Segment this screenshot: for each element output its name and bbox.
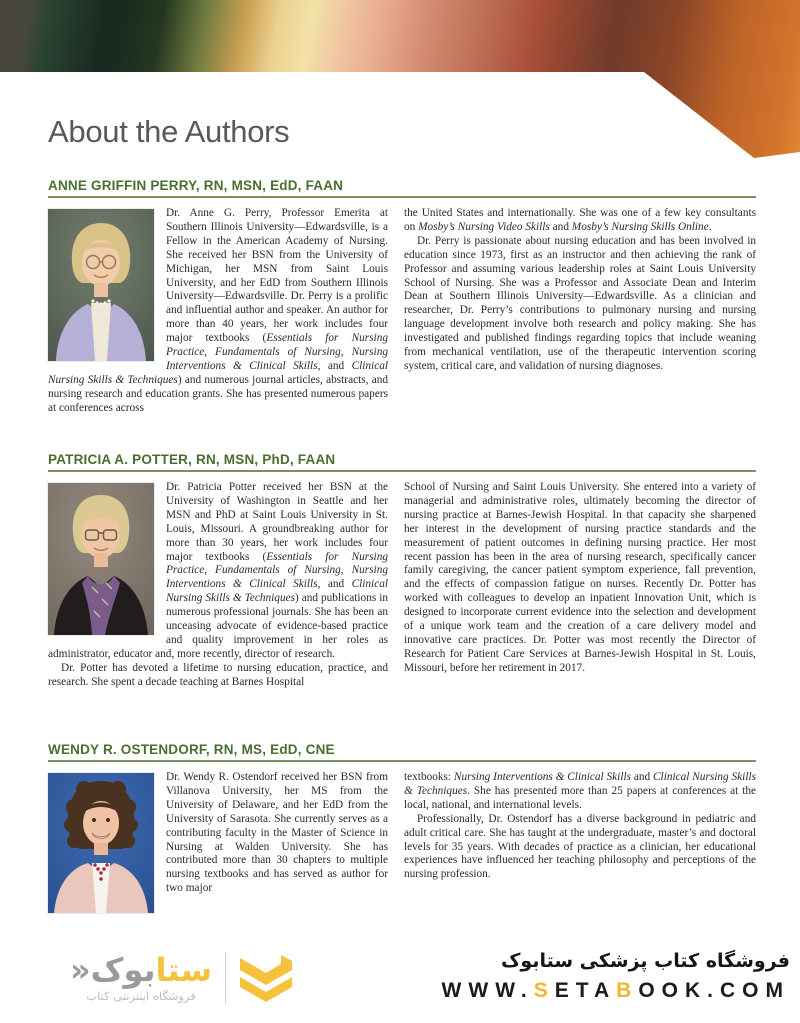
author-section-ostendorf <box>48 742 756 916</box>
bio-text: Dr. Potter has devoted a lifetime to nursing education, practice, and research. She spent a decade teaching at Barnes Hospital <box>48 661 388 688</box>
bio-text: Dr. Wendy R. Ostendorf received her BSN from Villanova University, her MS from the University of Delaware, and her EdD from the University of Sarasota. She currently serves as a contributing faculty in the Master of Science in Nursing at Walden University. She has contributed more than 30 chapters to multiple nursing textbooks and has served as author for two major <box>166 771 388 895</box>
store-name-persian: فروشگاه کتاب پزشکی ستابوک <box>500 950 790 972</box>
author-heading-perry: ANNE GRIFFIN PERRY, RN, MSN, EdD, FAAN <box>48 178 756 198</box>
bio-column-left <box>48 481 388 690</box>
bio-text: School of Nursing and Saint Louis University. She entered into a variety of managerial and administrative roles, ultimately becoming the director of nursing practice at Barnes-Jewish Hospital. In that capacity she sharpened her interest in the development of nursing practice standards and the measurement of patient outcomes in defining nursing practice. Her most recent passion has been in the area of nursing research, specifically cancer family caregiving, the cancer patient symptom experience, fall prevention, and the effects of compassion fatigue on nurses. Recently Dr. Potter has worked with colleagues to develop an inpatient Innovation Unit, which is designed to incorporate current evidence into the selection and development of a unique work team and the creation of a care delivery model and innovative care practices. Dr. Potter was most recently the Director of Research for Patient Care Services at Barnes-Jewish Hospital in St. Louis, Missouri, before her retirement in 2017. <box>404 481 756 674</box>
portrait-illustration <box>48 773 154 913</box>
bio-column-right <box>404 481 756 690</box>
footer <box>0 948 800 1023</box>
author-bio-columns <box>48 481 756 690</box>
bio-column-right <box>404 207 756 416</box>
author-bio-columns <box>48 771 756 916</box>
author-photo-perry <box>48 209 154 361</box>
bio-text: Dr. Patricia Potter received her BSN at the University of Washington in Seattle and her MSN and PhD at Saint Louis University in St. Louis, Missouri. A groundbreaking author for more than 30 years, her work includes four major textbooks (Essentials for Nursing Practice, Fundamentals of Nursing, Nursing Interventions & Clinical Skills, and Clinical Nursing Skills & Techniques) and publications in numerous professional journals. She has been an unceasing advocate of evidence-based practice and quality improvement in her roles as administrator, educator and, more recently, director of research. <box>48 481 388 660</box>
logo-tagline: فروشگاه اینترنتی کتاب <box>86 989 196 1003</box>
bio-column-left <box>48 771 388 916</box>
wordmark-yellow-part: ستا <box>155 951 213 989</box>
setabook-wordmark <box>70 953 212 1003</box>
author-photo-potter <box>48 483 154 635</box>
author-bio-columns <box>48 207 756 416</box>
bio-text: textbooks: Nursing Interventions & Clinical Skills and Clinical Nursing Skills & Techniques. She has presented more than 25 papers at conferences at the local, national, and international levels. <box>404 771 756 811</box>
setabook-emblem-icon <box>239 953 293 1003</box>
bio-text: the United States and internationally. She was one of a few key consultants on Mosby’s Nursing Video Skills and Mosby’s Nursing Skills Online. <box>404 207 756 233</box>
bio-column-left <box>48 207 388 416</box>
author-heading-potter: PATRICIA A. POTTER, RN, MSN, PhD, FAAN <box>48 452 756 472</box>
bio-text: Professionally, Dr. Ostendorf has a diverse background in pediatric and adult critical care. She has taught at the undergraduate, master’s and doctoral levels for 35 years. With decades of practice as a clinician, her educational experiences have influenced her teaching philosophy and perceptions of the nursing profession. <box>404 812 756 881</box>
author-photo-ostendorf <box>48 773 154 913</box>
portrait-illustration <box>48 483 154 635</box>
author-section-perry <box>48 178 756 416</box>
setabook-logo <box>70 952 293 1004</box>
author-section-potter <box>48 452 756 690</box>
bio-text: Dr. Perry is passionate about nursing education and has been involved in education since 1973, first as an instructor and then achieving the rank of Professor and assuming various leadership roles at Saint Louis University School of Nursing. She was a Professor and Associate Dean and Interim Dean at Southern Illinois University—Edwardsville. As a clinician and researcher, Dr. Perry’s contributions to pulmonary nursing and nursing language development involve both research and policy making. She has investigated and published findings regarding topics that include weaning from mechanical ventilation, use of the therapeutic intervention scoring system, critical care, and validation of nursing diagnoses. <box>404 234 756 372</box>
page-title: About the Authors <box>48 114 290 149</box>
double-left-chevron-icon: « <box>70 951 91 989</box>
setabook-wordmark-text <box>70 953 212 987</box>
footer-right <box>442 948 790 1003</box>
bio-column-right <box>404 771 756 916</box>
website-url: WWW.SETABOOK.COM <box>441 979 790 1002</box>
bio-text: Dr. Anne G. Perry, Professor Emerita at Southern Illinois University—Edwardsville, is a Fellow in the American Academy of Nursing. She received her BSN from the University of Michigan, her MSN from Saint Louis University, and her EdD from Southern Illinois University—Edwardsville. Dr. Perry is a prolific and influential author and speaker. An author for more than 40 years, her work includes four major textbooks (Essentials for Nursing Practice, Fundamentals of Nursing, Nursing Interventions & Clinical Skills, and Clinical Nursing Skills & Techniques) and numerous journal articles, abstracts, and nursing research and education grants. She has presented numerous papers at conferences across <box>48 207 389 414</box>
wordmark-gray-part: بوک <box>90 951 156 989</box>
logo-divider <box>225 952 226 1004</box>
author-heading-ostendorf: WENDY R. OSTENDORF, RN, MS, EdD, CNE <box>48 742 756 762</box>
portrait-illustration <box>48 209 154 361</box>
